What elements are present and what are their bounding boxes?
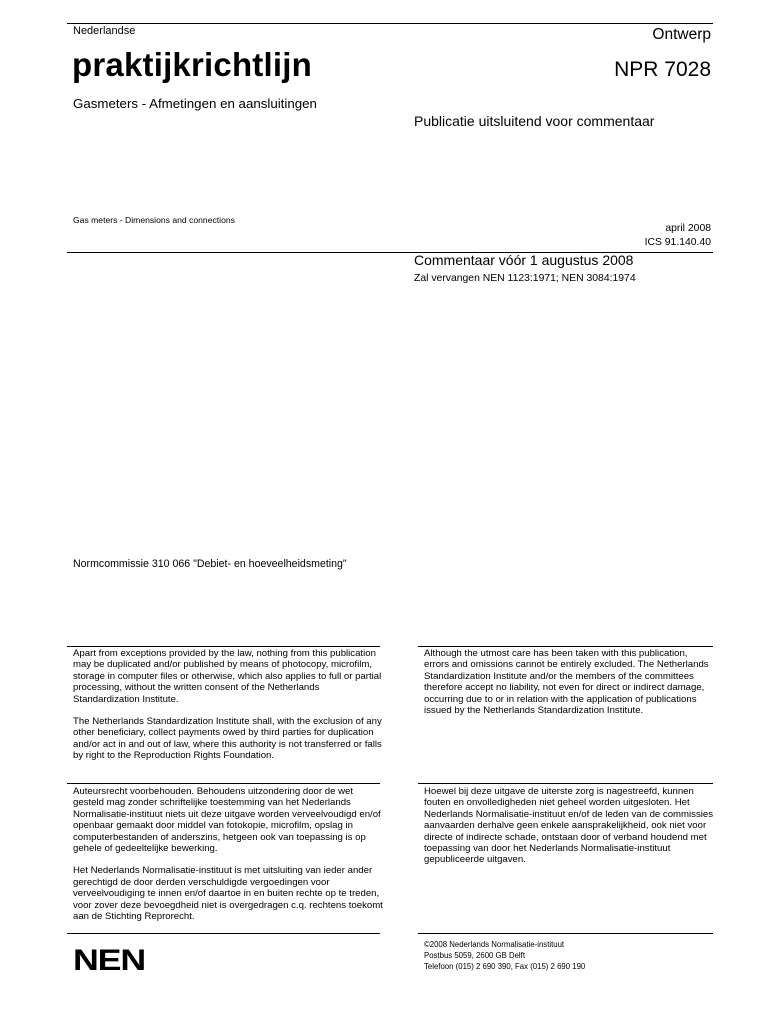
ics-code: ICS 91.140.40 [644, 237, 711, 248]
nen-logo-text: NEN [73, 946, 145, 972]
publication-note: Publicatie uitsluitend voor commentaar [414, 113, 655, 129]
legal-rule-nl-right [418, 783, 713, 784]
copyright-en-paragraph: The Netherlands Standardization Institute shall, with the exclusion of any other beneficiary, collect payments owed by third parties for duplication and/or act in and out of law, where this authority is not transferred or falls by right to the Reproduction Rights Foundation. [73, 716, 382, 762]
committee: Normcommissie 310 066 "Debiet- en hoeveelheidsmeting" [73, 558, 347, 570]
footer-rule-right [418, 933, 713, 934]
nen-logo-icon [73, 946, 145, 972]
replaces-note: Zal vervangen NEN 1123:1971; NEN 3084:1974 [414, 273, 636, 284]
footer-copyright: ©2008 Nederlands Normalisatie-instituut [424, 940, 565, 949]
legal-rule-en-left [67, 646, 380, 647]
copyright-nl-paragraph: Het Nederlands Normalisatie-instituut is met uitsluiting van ieder ander gerechtigd de door derden verschuldigde vergoedingen voor verveelvoudiging te innen en/of daartoe in en buiten rechte op te treden, voor zover deze bevoegdheid niet is overgedragen c.q. rechtens toekomt aan de Stichting Reprorecht. [73, 865, 383, 923]
copyright-nl [73, 786, 383, 922]
header-label: Nederlandse [73, 25, 136, 37]
footer-phone: Telefoon (015) 2 690 390, Fax (015) 2 690 190 [424, 962, 586, 971]
footer-address: Postbus 5059, 2600 GB Delft [424, 951, 525, 960]
date: april 2008 [665, 223, 711, 234]
legal-rule-en-right [418, 646, 713, 647]
footer-rule-left [67, 933, 380, 934]
copyright-nl-paragraph: Auteursrecht voorbehouden. Behoudens uitzondering door de wet gesteld mag zonder schriftelijke toestemming van het Nederlands Normalisatie-instituut niets uit deze uitgave worden verveelvoudigd en/of openbaar gemaakt door middel van fotokopie, microfilm, opslag in computerbestanden of anderszins, hetgeen ook van toepassing is op gehele of gedeeltelijke bewerking. [73, 786, 381, 855]
comment-deadline: Commentaar vóór 1 augustus 2008 [414, 252, 634, 268]
status-label: Ontwerp [652, 26, 711, 43]
doc-type-title: praktijkrichtlijn [72, 46, 312, 83]
copyright-en-paragraph: Apart from exceptions provided by the law, nothing from this publication may be duplicated and/or published by means of photocopy, microfilm, storage in computer files or otherwise, which also applies to full or partial processing, without the written consent of the Netherlands Standardization Institute. [73, 648, 382, 705]
disclaimer-nl [424, 786, 714, 866]
doc-number: NPR 7028 [614, 58, 711, 81]
title-en: Gas meters - Dimensions and connections [73, 215, 235, 225]
disclaimer-en-paragraph: Although the utmost care has been taken with this publication, errors and omissions cannot be entirely excluded. The Netherlands Standardization Institute and/or the members of the committees therefore accept no liability, not even for direct or indirect damage, occurring due to or in relation with the application of publications issued by the Netherlands Standardization Institute. [424, 648, 709, 717]
disclaimer-nl-paragraph: Hoewel bij deze uitgave de uiterste zorg is nagestreefd, kunnen fouten en onvolledigheden niet geheel worden uitgesloten. Het Nederlands Normalisatie-instituut en/of de leden van de commissies aanvaarden derhalve geen enkele aansprakelijkheid, ook niet voor directe of indirecte schade, ontstaan door of verband houdend met toepassing van door het Nederlands Normalisatie-instituut gepubliceerde uitgaven. [424, 786, 714, 866]
title-nl: Gasmeters - Afmetingen en aansluitingen [73, 96, 317, 111]
top-rule [67, 23, 713, 24]
disclaimer-en [424, 648, 714, 716]
legal-rule-nl-left [67, 783, 380, 784]
copyright-en [73, 648, 383, 762]
